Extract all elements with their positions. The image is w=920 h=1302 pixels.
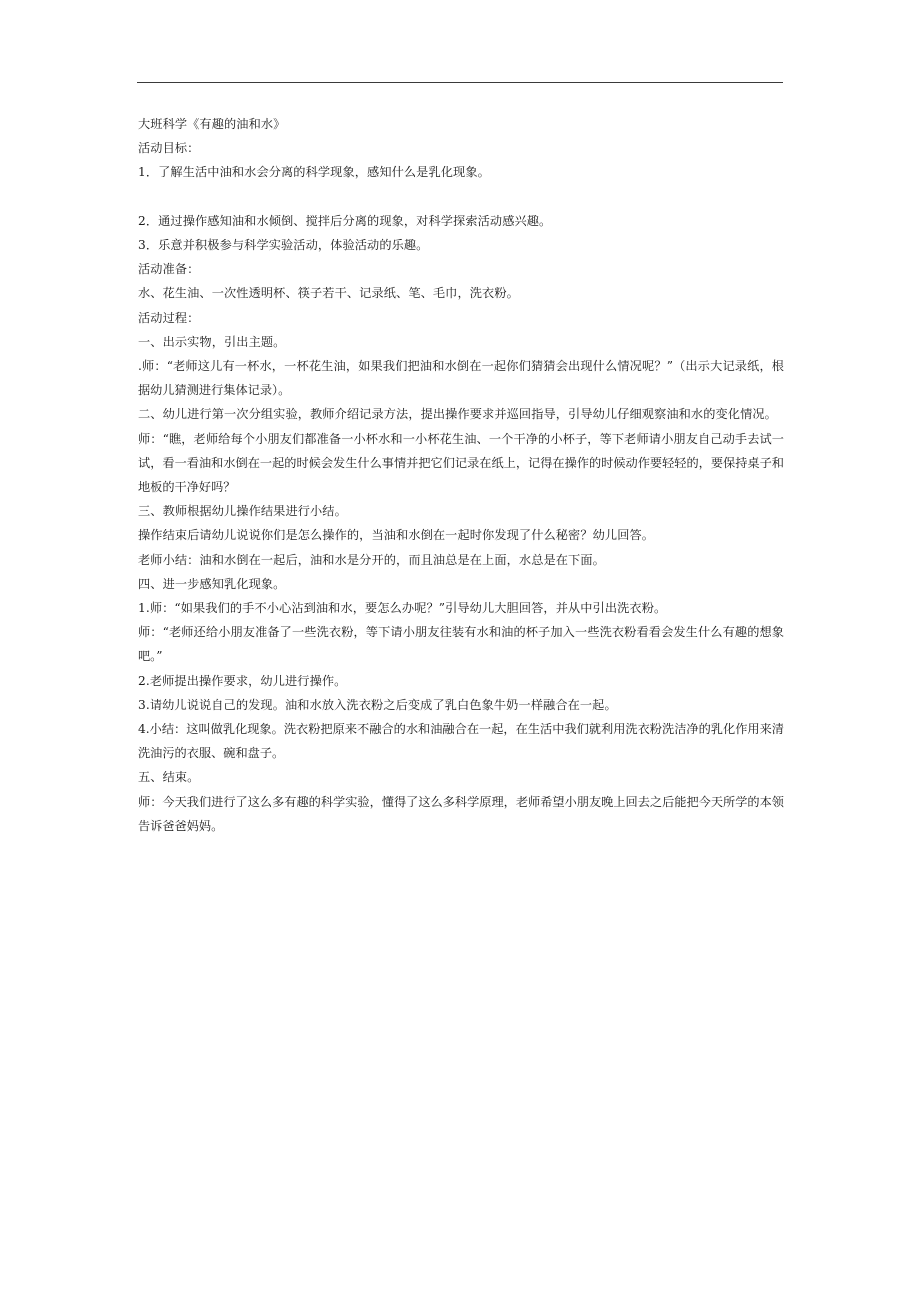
goal-item-2: 2．通过操作感知油和水倾倒、搅拌后分离的现象，对科学探索活动感兴趣。 <box>138 213 552 228</box>
step-5-paragraph: 师：今天我们进行了这么多有趣的科学实验，懂得了这么多科学原理，老师希望小朋友晚上回去之后能把今天所学的本领告诉爸爸妈妈。 <box>138 794 784 833</box>
document-title: 大班科学《有趣的油和水》 <box>138 117 286 131</box>
document-body <box>138 112 784 838</box>
step-4-item-2: 2.老师提出操作要求，幼儿进行操作。 <box>138 673 347 688</box>
step-2-paragraph: 师：“瞧，老师给每个小朋友们都准备一小杯水和一小杯花生油、一个干净的小杯子，等下老师请小朋友自己动手去试一试，看一看油和水倒在一起的时候会发生什么事情并把它们记录在纸上，记得在操作的时候动作要轻轻的，要保持桌子和地板的干净好吗？ <box>138 431 784 495</box>
goals-heading: 活动目标： <box>138 141 200 156</box>
step-4-item-4: 4.小结：这叫做乳化现象。洗衣粉把原来不融合的水和油融合在一起，在生活中我们就利用洗衣粉洗洁净的乳化作用来清洗油污的衣服、碗和盘子。 <box>138 722 784 761</box>
prep-heading: 活动准备： <box>138 262 200 277</box>
prep-items: 水、花生油、一次性透明杯、筷子若干、记录纸、笔、毛巾，洗衣粉。 <box>138 286 519 301</box>
step-3-paragraph-1: 操作结束后请幼儿说说你们是怎么操作的，当油和水倒在一起时你发现了什么秘密？幼儿回答。 <box>138 528 655 543</box>
goal-item-1: 1．了解生活中油和水会分离的科学现象，感知什么是乳化现象。 <box>138 165 490 180</box>
step-3-heading: 三、教师根据幼儿操作结果进行小结。 <box>138 504 347 519</box>
blank-line <box>138 185 784 209</box>
goal-item-3: 3．乐意并积极参与科学实验活动，体验活动的乐趣。 <box>138 238 429 252</box>
step-5-heading: 五、结束。 <box>138 770 200 785</box>
step-3-paragraph-2: 老师小结：油和水倒在一起后，油和水是分开的，而且油总是在上面，水总是在下面。 <box>138 552 605 567</box>
step-1-paragraph: .师：“老师这儿有一杯水，一杯花生油，如果我们把油和水倒在一起你们猜猜会出现什么情况呢？”（出示大记录纸，根据幼儿猜测进行集体记录）。 <box>138 359 784 398</box>
step-4-item-3: 3.请幼儿说说自己的发现。油和水放入洗衣粉之后变成了乳白色象牛奶一样融合在一起。 <box>138 697 617 712</box>
header-rule <box>137 82 783 83</box>
step-4-item-1-detail: 师：“老师还给小朋友准备了一些洗衣粉，等下请小朋友往装有水和油的杯子加入一些洗衣粉看看会发生什么有趣的想象吧。” <box>138 625 784 664</box>
step-2-heading: 二、幼儿进行第一次分组实验，教师介绍记录方法，提出操作要求并巡回指导，引导幼儿仔细观察油和水的变化情况。 <box>138 407 777 422</box>
step-1-heading: 一、出示实物，引出主题。 <box>138 334 286 349</box>
step-4-heading: 四、进一步感知乳化现象。 <box>138 576 286 591</box>
step-4-item-1: 1.师：“如果我们的手不小心沾到油和水，要怎么办呢？”引导幼儿大胆回答，并从中引出洗衣粉。 <box>138 601 667 616</box>
process-heading: 活动过程： <box>138 310 200 325</box>
